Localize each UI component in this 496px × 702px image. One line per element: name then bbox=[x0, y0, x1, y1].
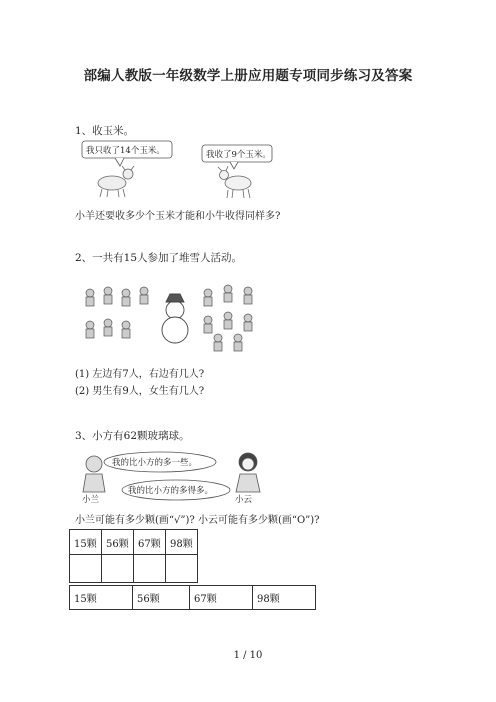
q1-question: 小羊还要收多少个玉米才能和小牛收得同样多? bbox=[75, 211, 281, 222]
q1-bubble-left-text: 我只收了14个玉米。 bbox=[86, 146, 165, 156]
answer-table-1 bbox=[69, 529, 198, 583]
name-xiaoyun: 小云 bbox=[235, 495, 253, 505]
q1-heading: 1、收玉米。 bbox=[75, 125, 135, 137]
name-xiaolan: 小兰 bbox=[82, 495, 100, 505]
girl-right-icon bbox=[236, 453, 260, 492]
t2-header-2: 67颗 bbox=[190, 586, 253, 610]
q3-bubble-top-text: 我的比小方的多一些。 bbox=[112, 458, 198, 468]
snowman-scene bbox=[80, 280, 280, 352]
q2-sub1: (1) 左边有7人，右边有几人? bbox=[75, 369, 205, 380]
q1-bubble-right bbox=[202, 145, 272, 169]
q3-bubble-bottom bbox=[122, 480, 230, 500]
t1-answer-cell-2[interactable] bbox=[134, 555, 166, 583]
t2-header-0: 15颗 bbox=[70, 586, 133, 610]
t1-header-2: 67颗 bbox=[134, 530, 166, 555]
q3-heading: 3、小方有62颗玻璃球。 bbox=[75, 430, 190, 442]
q1-bubble-left bbox=[82, 141, 172, 166]
t2-header-1: 56颗 bbox=[133, 586, 190, 610]
t1-header-0: 15颗 bbox=[70, 530, 102, 555]
q3-bubble-bottom-text: 我的比小方的多得多。 bbox=[128, 486, 214, 496]
children-left-group bbox=[86, 287, 148, 338]
t1-header-1: 56颗 bbox=[102, 530, 134, 555]
answer-table-2 bbox=[69, 585, 316, 610]
q2-sub2: (2) 男生有9人，女生有几人? bbox=[75, 386, 205, 397]
girl-left-icon bbox=[83, 456, 105, 492]
q1-illustration bbox=[80, 139, 300, 199]
t1-answer-cell-3[interactable] bbox=[166, 555, 198, 583]
t1-answer-cell-1[interactable] bbox=[102, 555, 134, 583]
cow-icon bbox=[98, 166, 134, 197]
page-number: 1 / 10 bbox=[233, 650, 263, 661]
q1-bubble-right-text: 我收了9个玉米。 bbox=[206, 150, 271, 160]
q3-illustration bbox=[80, 448, 270, 504]
q2-heading: 2、一共有15人参加了堆雪人活动。 bbox=[75, 252, 243, 264]
goat-icon bbox=[218, 166, 251, 198]
q3-bubble-top bbox=[104, 452, 216, 472]
t1-header-3: 98颗 bbox=[166, 530, 198, 555]
page-title: 部编人教版一年级数学上册应用题专项同步练习及答案 bbox=[83, 68, 413, 84]
snowman-icon bbox=[162, 294, 188, 343]
children-right-group bbox=[204, 285, 252, 351]
t1-answer-cell-0[interactable] bbox=[70, 555, 102, 583]
q3-question: 小兰可能有多少颗(画“√”)? 小云可能有多少颗(画“O”)? bbox=[75, 515, 320, 526]
t2-header-3: 98颗 bbox=[253, 586, 316, 610]
